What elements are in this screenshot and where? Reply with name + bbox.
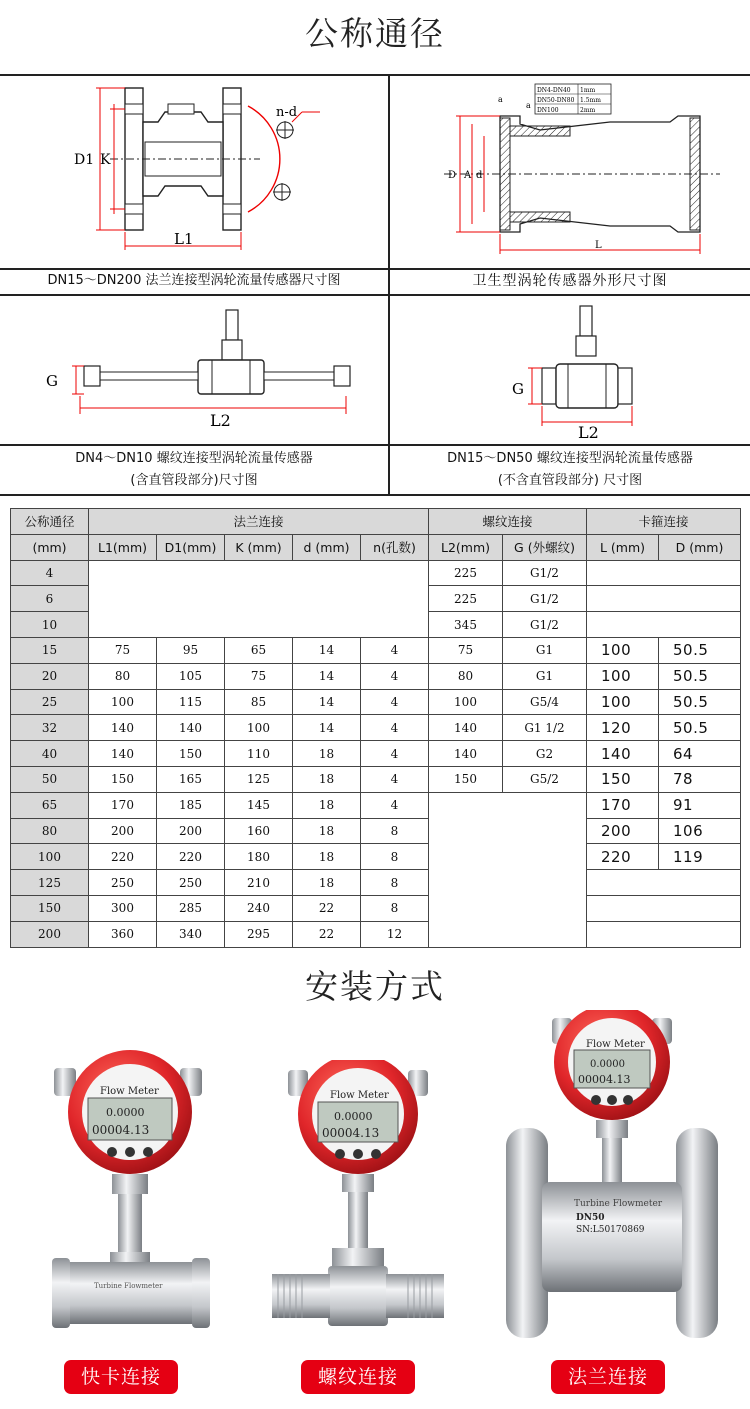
subheader: D (mm) [659,534,741,560]
table-cell: 50.5 [659,663,741,689]
table-row [11,818,741,844]
table-cell: 200 [157,818,225,844]
display-title: Flow Meter [100,1086,159,1097]
header-flange: 法兰连接 [89,509,429,535]
subheader: L (mm) [587,534,659,560]
table-cell: 300 [89,895,157,921]
subheader: K (mm) [225,534,293,560]
table-cell: 285 [157,895,225,921]
table-cell: G1 1/2 [503,715,587,741]
table-cell: G1 [503,663,587,689]
table-cell: 85 [225,689,293,715]
table-cell: G5/2 [503,766,587,792]
table-row [11,792,741,818]
table-cell: 4 [361,792,429,818]
table-cell: 14 [293,663,361,689]
table-row [11,766,741,792]
table-cell: 150 [157,741,225,767]
a-table-cell: 1.5mm [580,97,601,104]
table-cell: 200 [587,818,659,844]
table-cell: 150 [89,766,157,792]
table-cell: 140 [89,715,157,741]
badge-thread-connection: 螺纹连接 [301,1360,415,1394]
table-cell: 140 [429,741,503,767]
subheader: D1(mm) [157,534,225,560]
table-cell: G1/2 [503,612,587,638]
table-cell: 14 [293,637,361,663]
table-cell: 100 [225,715,293,741]
table-cell: 50.5 [659,637,741,663]
table-cell: 91 [659,792,741,818]
badge-flange-connection: 法兰连接 [551,1360,665,1394]
product-clamp-meter [40,1040,220,1340]
display-line1: 0.0000 [334,1110,373,1123]
display-title: Flow Meter [586,1039,645,1050]
table-cell: 14 [293,715,361,741]
table-cell: 100 [11,844,89,870]
a-table-cell: DN4-DN40 [537,87,571,94]
table-row [11,689,741,715]
table-cell: 125 [11,870,89,896]
table-cell: 185 [157,792,225,818]
table-cell: 180 [225,844,293,870]
label-D1: D1 [74,152,95,168]
sn-label: SN:L50170869 [576,1225,645,1235]
table-cell: 64 [659,741,741,767]
divider [0,294,750,296]
label-G: G [512,380,524,398]
table-cell: 150 [429,766,503,792]
table-cell: 50.5 [659,715,741,741]
table-cell: 106 [659,818,741,844]
table-cell: 18 [293,844,361,870]
table-row [11,844,741,870]
table-cell: 80 [11,818,89,844]
label-d: d [476,170,483,181]
table-cell: 105 [157,663,225,689]
table-cell: 250 [157,870,225,896]
flange-dimension-drawing [70,82,330,266]
table-cell: 8 [361,870,429,896]
table-cell: 295 [225,921,293,947]
table-cell: 160 [225,818,293,844]
table-cell: 140 [587,741,659,767]
table-cell: 75 [89,637,157,663]
table-cell [587,612,741,638]
table-cell: 4 [361,715,429,741]
table-cell: 210 [225,870,293,896]
table-cell: G1 [503,637,587,663]
table-cell: 220 [587,844,659,870]
table-cell: 18 [293,818,361,844]
subheader: n(孔数) [361,534,429,560]
product-thread-meter [268,1060,448,1340]
display-line1: 0.0000 [106,1106,145,1119]
dn-label: DN50 [576,1213,605,1223]
label-a: a [498,95,503,104]
dimension-table [10,508,741,948]
display-line2: 00004.13 [92,1123,150,1137]
display-line2: 00004.13 [322,1126,380,1140]
subheader: G (外螺纹) [503,534,587,560]
divider [0,444,750,446]
table-cell: 95 [157,637,225,663]
table-cell: 140 [89,741,157,767]
label-L1: L1 [174,230,194,248]
subheader: L2(mm) [429,534,503,560]
table-row [11,741,741,767]
header-dn-unit: (mm) [11,534,89,560]
display-title: Flow Meter [330,1090,389,1101]
label-L2: L2 [578,423,599,442]
table-cell: 150 [587,766,659,792]
table-cell: 150 [11,895,89,921]
table-cell: 110 [225,741,293,767]
table-cell: 15 [11,637,89,663]
caption-thread-short-2: (不含直管段部分) 尺寸图 [497,473,643,488]
label-G: G [46,372,58,390]
display-line1: 0.0000 [590,1059,625,1070]
caption-sanitary: 卫生型涡轮传感器外形尺寸图 [472,273,668,289]
label-L2: L2 [210,411,231,430]
caption-thread-short-1: DN15～DN50 螺纹连接型涡轮流量传感器 [447,451,693,466]
table-cell [89,560,429,637]
table-cell: 100 [587,689,659,715]
table-cell: G5/4 [503,689,587,715]
table-cell: 240 [225,895,293,921]
table-cell: 80 [429,663,503,689]
table-cell: G2 [503,741,587,767]
table-cell: 200 [11,921,89,947]
table-cell: 119 [659,844,741,870]
table-row [11,637,741,663]
table-cell: 65 [11,792,89,818]
table-cell [587,560,741,586]
section-title-dimensions: 公称通径 [305,14,445,53]
table-cell: 220 [89,844,157,870]
display-line2: 00004.13 [578,1073,631,1086]
table-cell: 4 [361,637,429,663]
product-flange-meter [492,1010,732,1350]
table-cell: 115 [157,689,225,715]
table-row [11,663,741,689]
label-a: a [526,101,531,110]
table-cell [587,895,741,921]
section-title-install: 安装方式 [305,967,445,1006]
table-cell: 8 [361,895,429,921]
sanitary-dimension-drawing [440,82,730,266]
table-cell: 250 [89,870,157,896]
table-cell [429,792,587,947]
table-cell: G1/2 [503,560,587,586]
table-cell: 165 [157,766,225,792]
table-cell: 100 [587,663,659,689]
table-cell: 75 [429,637,503,663]
table-cell: 100 [587,637,659,663]
table-cell: 120 [587,715,659,741]
label-K: K [100,152,111,168]
table-cell: 18 [293,766,361,792]
label-nd: n-d [276,105,298,120]
table-cell: 75 [225,663,293,689]
header-dn: 公称通径 [11,509,89,535]
table-cell [587,586,741,612]
table-cell: 360 [89,921,157,947]
table-cell: 22 [293,921,361,947]
table-cell: 50.5 [659,689,741,715]
table-row [11,870,741,896]
table-cell: 225 [429,560,503,586]
thread-long-dimension-drawing [40,302,360,442]
table-cell: 8 [361,844,429,870]
table-cell: 125 [225,766,293,792]
table-cell: 170 [587,792,659,818]
table-cell: 18 [293,870,361,896]
table-cell: 22 [293,895,361,921]
caption-thread-long-2: (含直管段部分)尺寸图 [130,473,258,488]
table-cell: 12 [361,921,429,947]
table-cell: 4 [11,560,89,586]
table-cell: 14 [293,689,361,715]
table-cell: 78 [659,766,741,792]
table-cell: 4 [361,663,429,689]
table-cell [587,870,741,896]
table-row [11,715,741,741]
table-cell: 170 [89,792,157,818]
label-A: A [464,170,472,181]
label-D: D [448,170,457,181]
table-cell: 140 [429,715,503,741]
table-cell: 18 [293,741,361,767]
table-cell: 100 [429,689,503,715]
table-cell: 80 [89,663,157,689]
table-cell: 4 [361,689,429,715]
table-cell: G1/2 [503,586,587,612]
table-cell: 340 [157,921,225,947]
badge-clamp-connection: 快卡连接 [64,1360,178,1394]
table-cell: 140 [157,715,225,741]
body-text: Turbine Flowmeter [574,1199,663,1209]
table-cell: 8 [361,818,429,844]
header-thread: 螺纹连接 [429,509,587,535]
caption-thread-long-1: DN4～DN10 螺纹连接型涡轮流量传感器 [75,451,313,466]
caption-flange: DN15～DN200 法兰连接型涡轮流量传感器尺寸图 [47,273,341,288]
table-cell: 65 [225,637,293,663]
table-cell: 345 [429,612,503,638]
table-cell: 200 [89,818,157,844]
a-table-cell: 2mm [580,107,596,114]
table-cell: 145 [225,792,293,818]
table-row [11,895,741,921]
table-cell: 32 [11,715,89,741]
table-cell: 225 [429,586,503,612]
thread-short-dimension-drawing [500,302,660,442]
table-cell: 18 [293,792,361,818]
table-cell: 20 [11,663,89,689]
table-cell: 6 [11,586,89,612]
divider [0,74,750,76]
table-cell: 220 [157,844,225,870]
body-text: Turbine Flowmeter [94,1282,163,1290]
table-cell: 4 [361,766,429,792]
subheader: L1(mm) [89,534,157,560]
table-row [11,921,741,947]
divider [0,494,750,496]
table-cell: 10 [11,612,89,638]
table-row [11,560,741,586]
table-cell: 25 [11,689,89,715]
subheader: d (mm) [293,534,361,560]
table-cell [587,921,741,947]
table-cell: 100 [89,689,157,715]
a-table-cell: DN100 [537,107,559,114]
table-cell: 40 [11,741,89,767]
label-L: L [595,240,602,251]
a-table-cell: DN50-DN80 [537,97,575,104]
header-clamp: 卡箍连接 [587,509,741,535]
table-cell: 50 [11,766,89,792]
a-table-cell: 1mm [580,87,596,94]
table-cell: 4 [361,741,429,767]
